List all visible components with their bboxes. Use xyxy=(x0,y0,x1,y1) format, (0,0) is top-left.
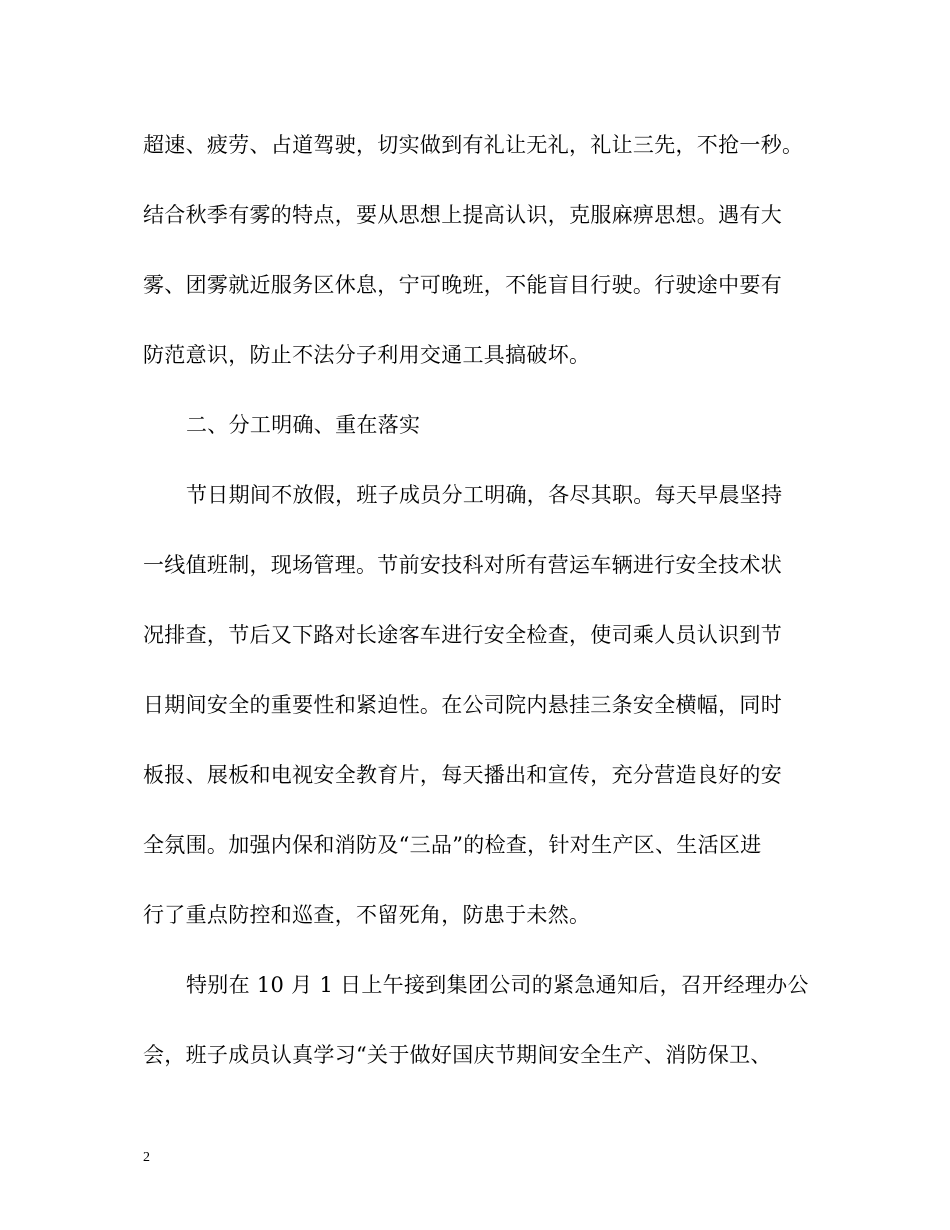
body-text-line: 特别在 10 月 1 日上午接到集团公司的紧急通知后，召开经理办公 xyxy=(186,973,809,997)
body-text-line: 结合秋季有雾的特点，要从思想上提高认识，克服麻痹思想。遇有大 xyxy=(143,203,782,227)
body-text-line: 超速、疲劳、占道驾驶，切实做到有礼让无礼，礼让三先，不抢一秒。 xyxy=(143,133,804,157)
page-number: 2 xyxy=(143,1150,150,1165)
body-text-line: 节日期间不放假，班子成员分工明确，各尽其职。每天早晨坚持 xyxy=(186,483,783,507)
body-text-line: 行了重点防控和巡查，不留死角，防患于未然。 xyxy=(143,903,591,927)
body-text-line: 雾、团雾就近服务区休息，宁可晚班，不能盲目行驶。行驶途中要有 xyxy=(143,273,782,297)
body-text-line: 一线值班制，现场管理。节前安技科对所有营运车辆进行安全技术状 xyxy=(143,553,782,577)
body-text-line: 全氛围。加强内保和消防及“三品”的检查，针对生产区、生活区进 xyxy=(143,833,762,857)
section-heading: 二、分工明确、重在落实 xyxy=(186,413,421,437)
body-text-line: 况排查，节后又下路对长途客车进行安全检查，使司乘人员认识到节 xyxy=(143,623,782,647)
body-text-line: 日期间安全的重要性和紧迫性。在公司院内悬挂三条安全横幅，同时 xyxy=(143,693,782,717)
body-text-line: 板报、展板和电视安全教育片，每天播出和宣传，充分营造良好的安 xyxy=(143,763,782,787)
body-text-line: 防范意识，防止不法分子利用交通工具搞破坏。 xyxy=(143,343,591,367)
body-text-line: 会，班子成员认真学习“关于做好国庆节期间安全生产、消防保卫、 xyxy=(143,1043,772,1067)
